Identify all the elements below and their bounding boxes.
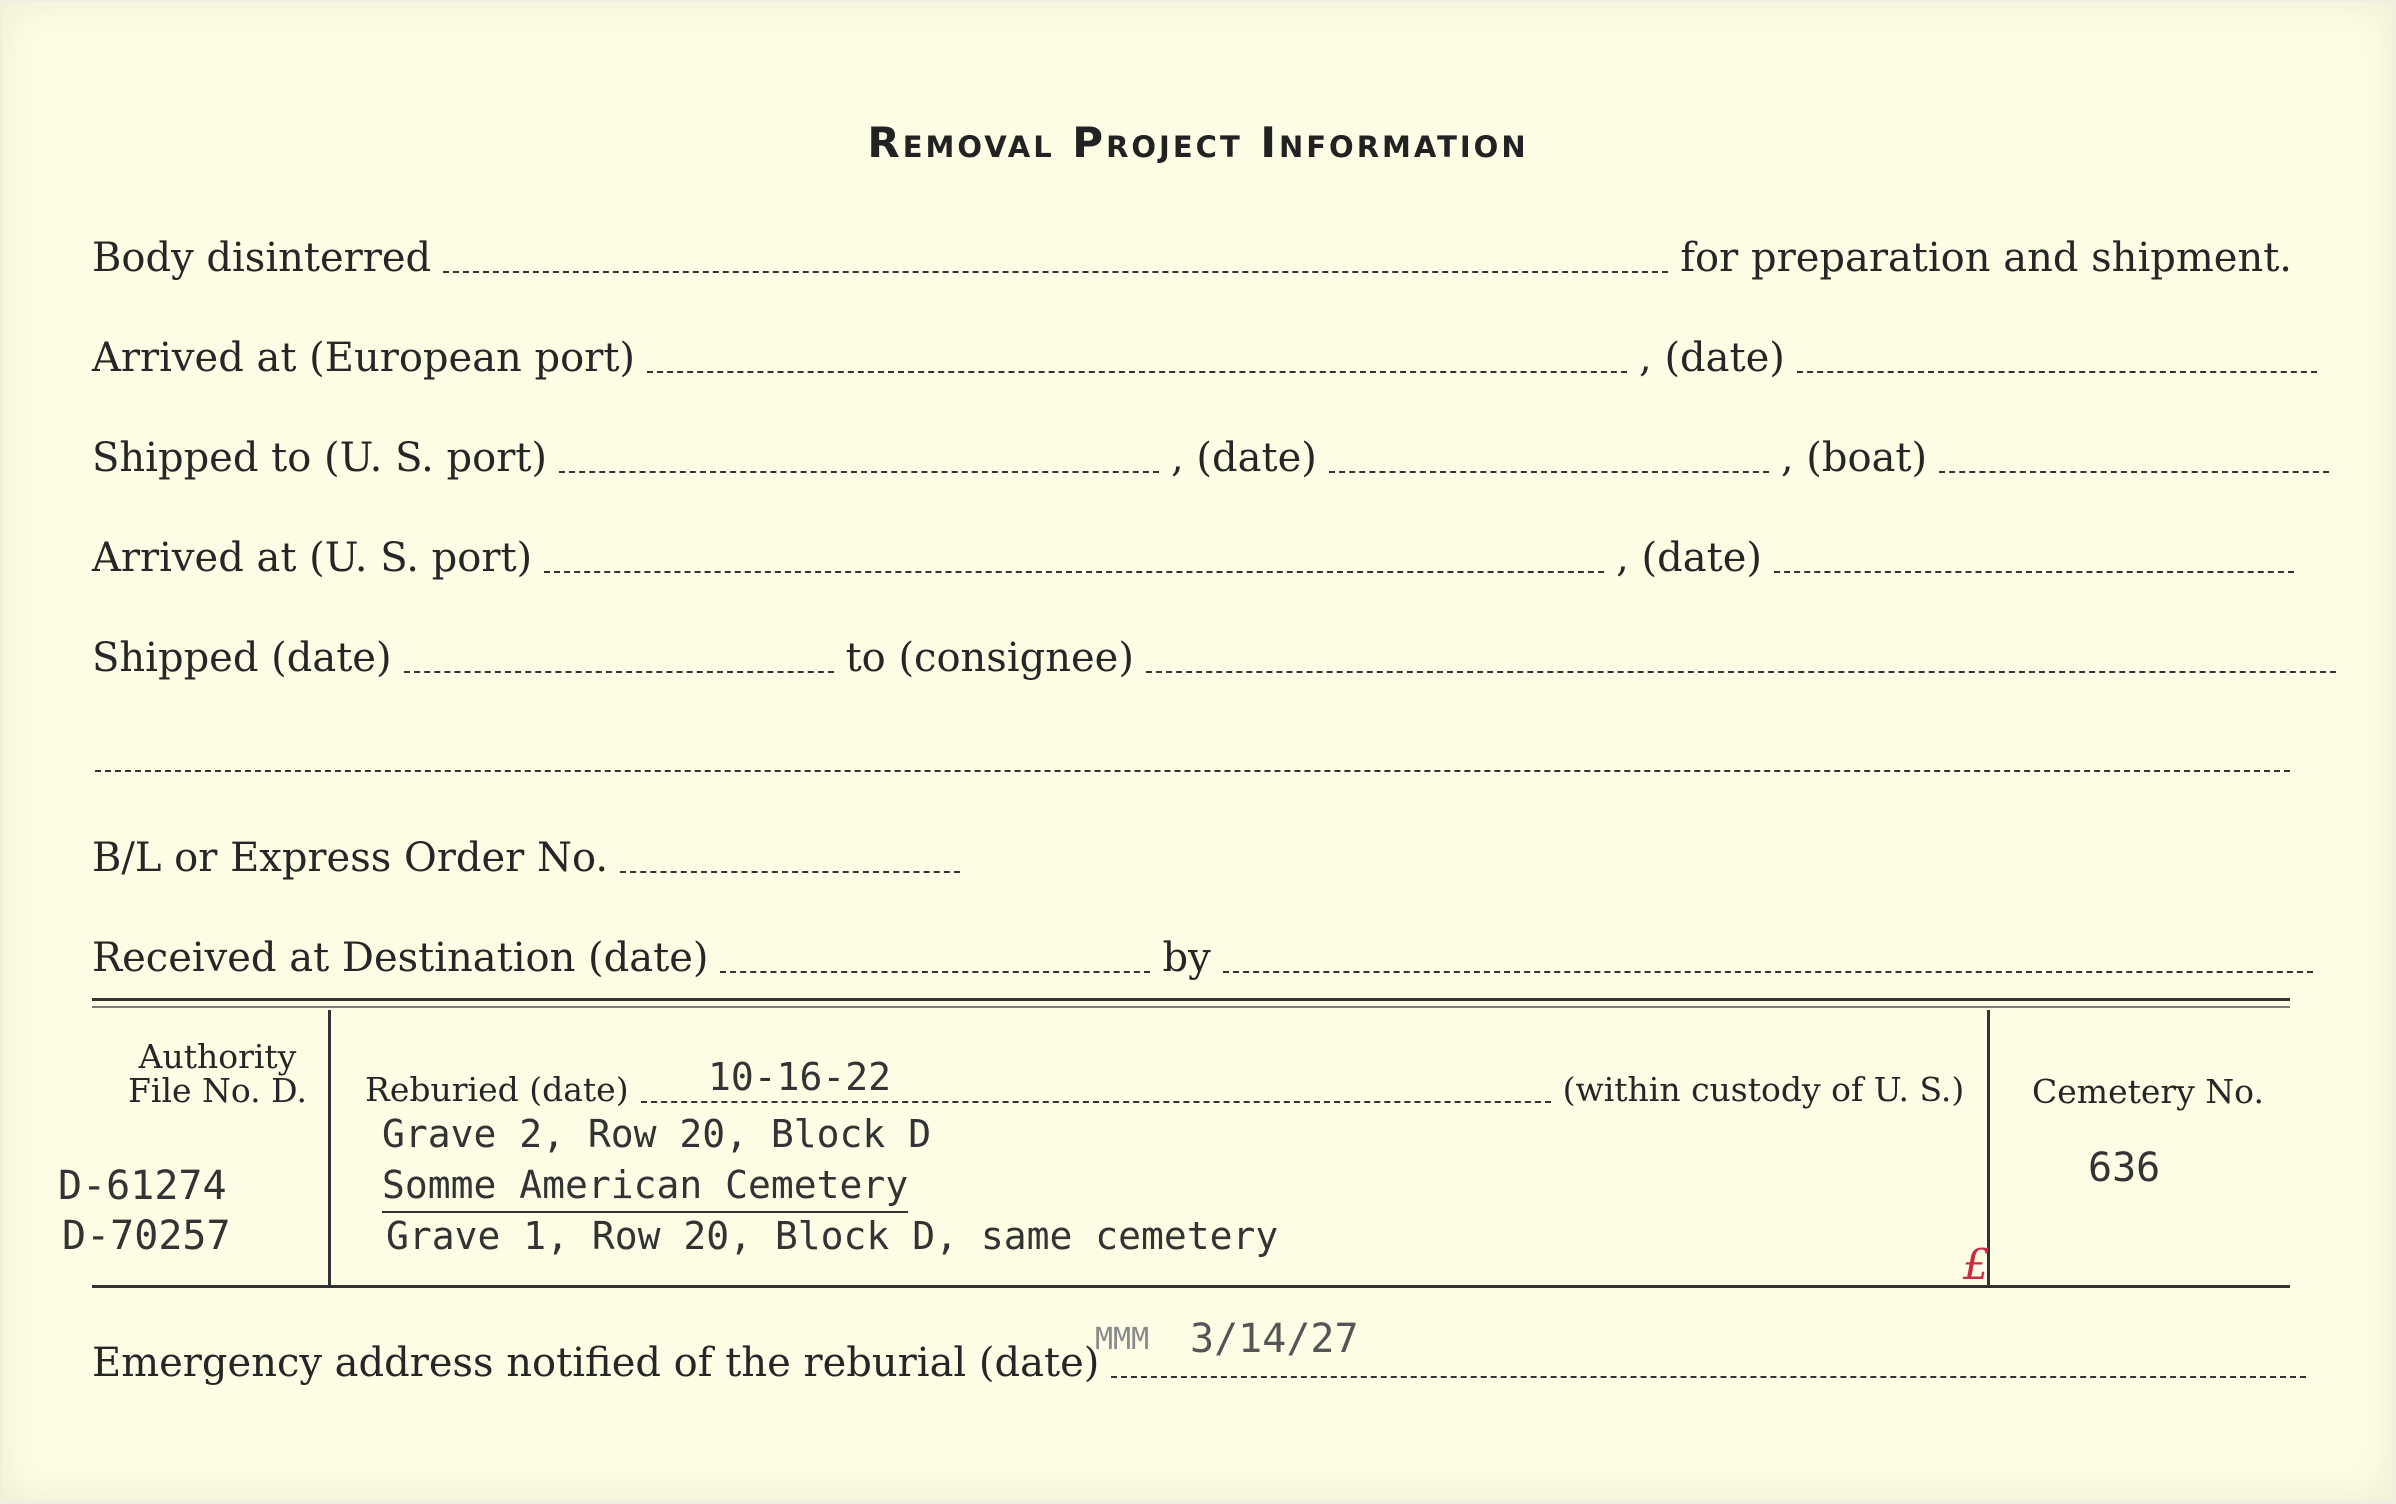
location-line-3: Grave 1, Row 20, Block D, same cemetery [386,1214,1279,1258]
body-disinterred-label: Body disinterred [92,235,432,281]
arrived-us-port-label: Arrived at (U. S. port) [92,535,533,581]
divider-bottom [92,1285,2290,1288]
authority-file-2: D-70257 [62,1213,231,1259]
cemetery-number: 636 [2088,1145,2161,1191]
emergency-label: Emergency address notified of the reburial (date) [92,1340,1100,1386]
row-reburied [365,1070,1964,1109]
row-bl-order [92,835,972,881]
received-destination-label: Received at Destination (date) [92,935,709,981]
reburied-date-value: 10-16-22 [708,1055,892,1099]
row-shipped-us-port [92,435,2341,481]
bl-order-field[interactable] [620,871,960,873]
arrived-us-port-field[interactable] [544,571,1604,573]
authority-label [128,1037,307,1110]
row-arrived-european-port [92,335,2329,381]
consignee-field[interactable] [1146,671,2336,673]
reburied-date-field[interactable] [641,1101,1551,1103]
european-date-field[interactable] [1797,371,2317,373]
emergency-date-field[interactable] [1111,1376,2306,1378]
authority-file-1: D-61274 [58,1163,227,1209]
boat-label: , (boat) [1780,435,1928,481]
reburied-label: Reburied (date) [365,1070,629,1109]
received-date-field[interactable] [720,971,1150,973]
shipped-date-label: Shipped (date) [92,635,392,681]
body-disinterred-suffix: for preparation and shipment. [1680,235,2292,281]
initial-mark: £ [1963,1240,1990,1289]
shipped-date-field[interactable] [1329,471,1769,473]
divider-top-secondary [92,1006,2290,1008]
date-label: , (date) [1171,435,1317,481]
row-received-destination [92,935,2325,981]
arrived-us-date-field[interactable] [1774,571,2294,573]
body-disinterred-field[interactable] [443,271,1668,273]
cemetery-label: Cemetery No. [2032,1072,2264,1111]
row-shipped [92,635,2348,681]
emergency-stamp: MMM [1095,1322,1150,1357]
consignee-label: to (consignee) [845,635,1134,681]
row-arrived-us-port [92,535,2306,581]
authority-label-line2: File No. D. [128,1071,307,1110]
shipped-us-port-label: Shipped to (U. S. port) [92,435,547,481]
location-line-2: Somme American Cemetery [382,1163,908,1213]
us-port-field[interactable] [559,471,1159,473]
european-port-field[interactable] [647,371,1627,373]
bl-order-label: B/L or Express Order No. [92,835,609,881]
location-line-1: Grave 2, Row 20, Block D [382,1112,932,1156]
arrived-european-port-label: Arrived at (European port) [92,335,636,381]
received-by-field[interactable] [1223,971,2313,973]
date-label: , (date) [1616,535,1762,581]
authority-column-divider [328,1010,331,1285]
row-body-disinterred [92,235,2292,281]
card-title: Removal Project Information [867,118,1529,167]
divider-top [92,998,2290,1001]
consignee-continuation-field[interactable] [95,770,2290,772]
date-label: , (date) [1639,335,1785,381]
authority-label-line1: Authority [138,1037,297,1076]
record-card [2,2,2392,1500]
shipped-date-value-field[interactable] [404,671,834,673]
emergency-date-value: 3/14/27 [1190,1316,1359,1362]
by-label: by [1162,935,1211,981]
custody-label: (within custody of U. S.) [1562,1070,1965,1109]
boat-field[interactable] [1939,471,2329,473]
